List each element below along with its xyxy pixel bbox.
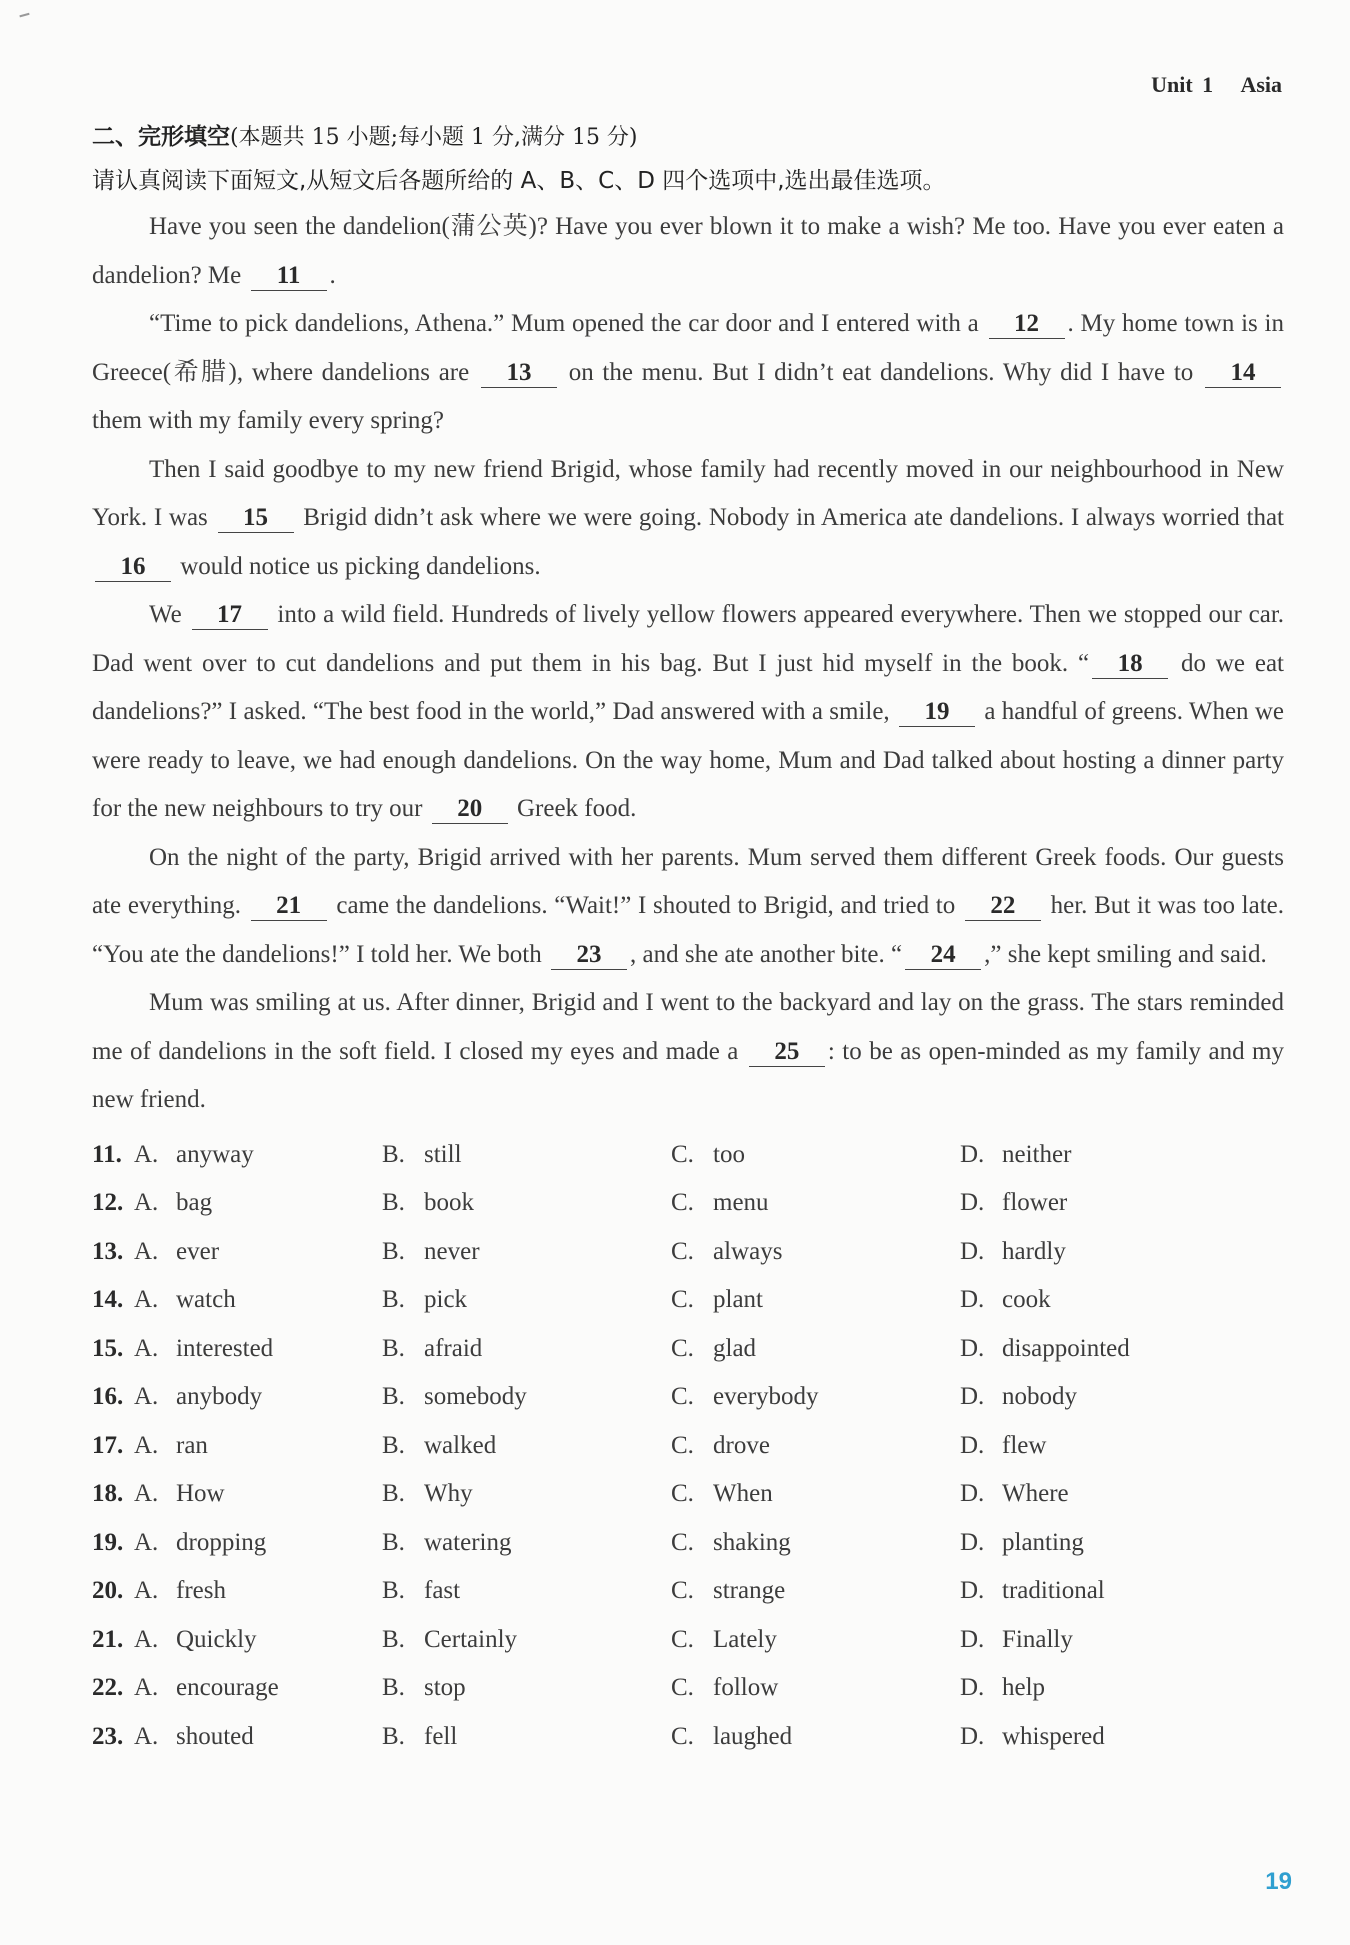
- blank-12: 12: [989, 310, 1065, 339]
- option-text: fresh: [176, 1577, 226, 1605]
- option-a: [134, 1335, 382, 1363]
- option-letter: D.: [960, 1431, 985, 1459]
- question-row: [92, 1567, 1284, 1616]
- option-letter: C.: [671, 1286, 694, 1314]
- option-a: [134, 1529, 382, 1557]
- option-d: [960, 1577, 1240, 1605]
- option-text: planting: [1002, 1528, 1084, 1556]
- question-row: [92, 1664, 1284, 1713]
- option-letter: D.: [960, 1383, 985, 1411]
- text: into a wild field. Hundreds of lively yellow flowers appeared everywhere. Then we stopped our car. Dad went over to cut dandelions and put them in his bag. But I just hid myself in the book. “: [92, 601, 1285, 677]
- blank-22: 22: [965, 892, 1041, 921]
- header-title: Asia: [1240, 72, 1282, 97]
- section-title-text: 二、完形填空: [92, 124, 230, 150]
- option-b: [382, 1383, 671, 1411]
- option-text: interested: [176, 1334, 274, 1362]
- option-letter: A.: [134, 1577, 159, 1605]
- option-d: [960, 1723, 1240, 1751]
- text: her. But it was too late. “You ate the dandelions!” I told her. We both: [92, 892, 1284, 968]
- option-text: nobody: [1002, 1383, 1077, 1411]
- option-c: [671, 1189, 960, 1217]
- option-letter: D.: [960, 1334, 985, 1362]
- option-text: too: [713, 1140, 745, 1168]
- option-letter: A.: [134, 1674, 159, 1702]
- option-a: [134, 1383, 382, 1411]
- option-c: [671, 1480, 960, 1508]
- option-text: laughed: [713, 1722, 793, 1750]
- text: , and she ate another bite. “: [630, 940, 903, 968]
- option-text: always: [713, 1237, 783, 1265]
- blank-21: 21: [251, 892, 327, 921]
- option-letter: B.: [382, 1237, 405, 1265]
- header-unit: Unit 1: [1151, 72, 1214, 97]
- option-letter: A.: [134, 1431, 159, 1459]
- option-c: [671, 1432, 960, 1460]
- option-text: drove: [713, 1431, 770, 1459]
- option-letter: B.: [382, 1140, 405, 1168]
- blank-17: 17: [192, 601, 268, 630]
- option-letter: D.: [960, 1674, 985, 1702]
- option-a: [134, 1480, 382, 1508]
- option-text: watch: [176, 1286, 236, 1314]
- text: Have you seen the dandelion(蒲公英)? Have you ever blown it to make a wish? Me too. Have you ever eaten a dandelion? Me: [92, 213, 1284, 289]
- option-b: [382, 1723, 671, 1751]
- question-row: [92, 1422, 1284, 1471]
- option-text: cook: [1002, 1286, 1051, 1314]
- option-b: [382, 1141, 671, 1169]
- option-text: whispered: [1002, 1722, 1105, 1750]
- text: Then I said goodbye to my new friend Brigid, whose family had recently moved in our neighbourhood in New York. I was: [92, 455, 1284, 531]
- text: On the night of the party, Brigid arrived with her parents. Mum served them different Greek foods. Our guests ate everything.: [92, 843, 1284, 919]
- passage: [92, 203, 1284, 1125]
- option-letter: C.: [671, 1237, 694, 1265]
- option-c: [671, 1238, 960, 1266]
- option-letter: B.: [382, 1722, 405, 1750]
- option-d: [960, 1529, 1240, 1557]
- option-letter: A.: [134, 1625, 159, 1653]
- option-text: dropping: [176, 1528, 267, 1556]
- option-text: encourage: [176, 1674, 279, 1702]
- option-c: [671, 1674, 960, 1702]
- option-b: [382, 1335, 671, 1363]
- option-letter: A.: [134, 1383, 159, 1411]
- option-letter: C.: [671, 1189, 694, 1217]
- option-text: traditional: [1002, 1577, 1105, 1605]
- option-letter: A.: [134, 1528, 159, 1556]
- option-text: neither: [1002, 1140, 1072, 1168]
- paragraph-6: [92, 979, 1284, 1125]
- option-d: [960, 1432, 1240, 1460]
- question-row: [92, 1179, 1284, 1228]
- paragraph-2: [92, 300, 1284, 446]
- question-row: [92, 1616, 1284, 1665]
- option-c: [671, 1335, 960, 1363]
- option-d: [960, 1335, 1240, 1363]
- option-text: Certainly: [424, 1625, 518, 1653]
- option-a: [134, 1577, 382, 1605]
- option-text: plant: [713, 1286, 763, 1314]
- blank-23: 23: [551, 941, 627, 970]
- blank-19: 19: [899, 698, 975, 727]
- option-letter: C.: [671, 1625, 694, 1653]
- option-letter: B.: [382, 1528, 405, 1556]
- option-d: [960, 1626, 1240, 1654]
- option-letter: C.: [671, 1480, 694, 1508]
- option-letter: D.: [960, 1189, 985, 1217]
- question-number: 16.: [92, 1383, 124, 1411]
- text: We: [149, 601, 182, 628]
- option-c: [671, 1626, 960, 1654]
- option-letter: C.: [671, 1334, 694, 1362]
- option-a: [134, 1674, 382, 1702]
- option-text: Lately: [713, 1625, 777, 1653]
- text: Brigid didn’t ask where we were going. Nobody in America ate dandelions. I always worried that: [303, 504, 1285, 531]
- paragraph-3: [92, 446, 1284, 592]
- question-row: [92, 1131, 1284, 1180]
- option-d: [960, 1480, 1240, 1508]
- question-number: 17.: [92, 1431, 124, 1459]
- question-number: 11.: [92, 1140, 122, 1168]
- option-c: [671, 1529, 960, 1557]
- content: [92, 118, 1284, 1761]
- option-letter: B.: [382, 1577, 405, 1605]
- option-text: menu: [713, 1189, 769, 1217]
- question-row: [92, 1470, 1284, 1519]
- option-text: glad: [713, 1334, 757, 1362]
- option-text: Why: [424, 1480, 473, 1508]
- text: do we eat dandelions?” I asked. “The best food in the world,” Dad answered with a smile,: [92, 649, 1284, 725]
- option-letter: B.: [382, 1431, 405, 1459]
- option-text: Finally: [1002, 1625, 1073, 1653]
- option-letter: B.: [382, 1480, 405, 1508]
- section-instruction: 请认真阅读下面短文,从短文后各题所给的 A、B、C、D 四个选项中,选出最佳选项。: [92, 168, 946, 194]
- option-letter: B.: [382, 1674, 405, 1702]
- option-letter: D.: [960, 1722, 985, 1750]
- text: .: [329, 261, 336, 289]
- option-text: somebody: [424, 1383, 527, 1411]
- option-a: [134, 1723, 382, 1751]
- question-number: 13.: [92, 1237, 124, 1265]
- question-number: 20.: [92, 1577, 124, 1605]
- option-text: shouted: [176, 1722, 254, 1750]
- text: Mum was smiling at us. After dinner, Brigid and I went to the backyard and lay on the grass. The stars reminded me of dandelions in the soft field. I closed my eyes and made a: [92, 989, 1284, 1065]
- page-header: [1151, 72, 1282, 98]
- option-d: [960, 1189, 1240, 1217]
- option-letter: C.: [671, 1722, 694, 1750]
- option-text: fast: [424, 1577, 461, 1605]
- option-text: How: [176, 1480, 225, 1508]
- paragraph-1: [92, 203, 1284, 300]
- text: on the menu. But I didn’t eat dandelions. Why did I have to: [568, 358, 1194, 386]
- option-text: hardly: [1002, 1237, 1066, 1265]
- option-letter: A.: [134, 1140, 159, 1168]
- option-a: [134, 1189, 382, 1217]
- blank-13: 13: [481, 359, 557, 388]
- question-number: 22.: [92, 1674, 124, 1702]
- paragraph-4: [92, 591, 1284, 834]
- question-number: 18.: [92, 1480, 124, 1508]
- text: : to be as open-minded as my family and my new friend.: [92, 1037, 1285, 1113]
- option-c: [671, 1383, 960, 1411]
- option-text: Where: [1002, 1480, 1069, 1508]
- option-letter: D.: [960, 1286, 985, 1314]
- question-row: [92, 1519, 1284, 1568]
- text: ,” she kept smiling and said.: [984, 940, 1267, 968]
- option-text: disappointed: [1002, 1334, 1130, 1362]
- options-list: [92, 1131, 1284, 1762]
- question-row: [92, 1228, 1284, 1277]
- blank-16: 16: [95, 553, 171, 582]
- option-letter: D.: [960, 1140, 985, 1168]
- option-a: [134, 1286, 382, 1314]
- option-letter: B.: [382, 1625, 405, 1653]
- option-letter: C.: [671, 1140, 694, 1168]
- blank-18: 18: [1092, 650, 1168, 679]
- text: a handful of greens. When we were ready to leave, we had enough dandelions. On the way home, Mum and Dad talked about hosting a dinner party for the new neighbours to try our: [92, 698, 1285, 822]
- option-text: anyway: [176, 1140, 254, 1168]
- option-letter: C.: [671, 1577, 694, 1605]
- option-d: [960, 1286, 1240, 1314]
- question-number: 12.: [92, 1189, 124, 1217]
- option-b: [382, 1577, 671, 1605]
- blank-24: 24: [905, 941, 981, 970]
- option-b: [382, 1480, 671, 1508]
- option-letter: B.: [382, 1383, 405, 1411]
- text: would notice us picking dandelions.: [180, 552, 541, 580]
- option-letter: B.: [382, 1189, 405, 1217]
- option-text: walked: [424, 1431, 497, 1459]
- option-letter: B.: [382, 1286, 405, 1314]
- option-letter: A.: [134, 1286, 159, 1314]
- option-text: stop: [424, 1674, 466, 1702]
- option-text: still: [424, 1140, 462, 1168]
- option-c: [671, 1286, 960, 1314]
- option-text: flower: [1002, 1189, 1068, 1217]
- option-b: [382, 1189, 671, 1217]
- option-letter: D.: [960, 1528, 985, 1556]
- blank-14: 14: [1205, 359, 1281, 388]
- option-a: [134, 1238, 382, 1266]
- option-text: follow: [713, 1674, 779, 1702]
- page-number: 19: [1265, 1868, 1292, 1895]
- blank-20: 20: [432, 795, 508, 824]
- option-b: [382, 1286, 671, 1314]
- option-b: [382, 1432, 671, 1460]
- option-text: fell: [424, 1722, 458, 1750]
- option-text: book: [424, 1189, 474, 1217]
- option-letter: A.: [134, 1480, 159, 1508]
- option-c: [671, 1723, 960, 1751]
- option-text: ran: [176, 1431, 208, 1459]
- option-d: [960, 1383, 1240, 1411]
- option-letter: C.: [671, 1528, 694, 1556]
- option-letter: C.: [671, 1674, 694, 1702]
- text: them with my family every spring?: [92, 407, 445, 434]
- option-letter: B.: [382, 1334, 405, 1362]
- option-d: [960, 1238, 1240, 1266]
- question-row: [92, 1276, 1284, 1325]
- option-text: never: [424, 1237, 480, 1265]
- option-c: [671, 1141, 960, 1169]
- option-b: [382, 1674, 671, 1702]
- option-text: strange: [713, 1577, 786, 1605]
- option-text: Quickly: [176, 1625, 257, 1653]
- question-row: [92, 1713, 1284, 1762]
- option-text: everybody: [713, 1383, 819, 1411]
- blank-11: 11: [251, 262, 327, 291]
- option-letter: A.: [134, 1334, 159, 1362]
- option-text: afraid: [424, 1334, 483, 1362]
- text: came the dandelions. “Wait!” I shouted to Brigid, and tried to: [336, 892, 956, 919]
- option-letter: D.: [960, 1625, 985, 1653]
- option-b: [382, 1238, 671, 1266]
- question-number: 21.: [92, 1625, 124, 1653]
- option-text: flew: [1002, 1431, 1047, 1459]
- option-d: [960, 1141, 1240, 1169]
- option-letter: D.: [960, 1577, 985, 1605]
- question-number: 15.: [92, 1334, 124, 1362]
- blank-25: 25: [749, 1038, 825, 1067]
- option-a: [134, 1141, 382, 1169]
- option-text: anybody: [176, 1383, 263, 1411]
- question-row: [92, 1373, 1284, 1422]
- option-text: When: [713, 1480, 773, 1508]
- option-text: ever: [176, 1237, 220, 1265]
- option-c: [671, 1577, 960, 1605]
- option-text: pick: [424, 1286, 468, 1314]
- option-text: help: [1002, 1674, 1046, 1702]
- paragraph-5: [92, 834, 1284, 980]
- option-text: bag: [176, 1189, 213, 1217]
- option-d: [960, 1674, 1240, 1702]
- option-letter: D.: [960, 1480, 985, 1508]
- option-a: [134, 1432, 382, 1460]
- blank-15: 15: [218, 504, 294, 533]
- option-letter: C.: [671, 1383, 694, 1411]
- text: “Time to pick dandelions, Athena.” Mum opened the car door and I entered with a: [149, 310, 979, 337]
- section-title: [92, 118, 1284, 151]
- option-b: [382, 1626, 671, 1654]
- option-text: shaking: [713, 1528, 791, 1556]
- option-letter: A.: [134, 1722, 159, 1750]
- question-number: 19.: [92, 1528, 124, 1556]
- option-a: [134, 1626, 382, 1654]
- option-letter: A.: [134, 1189, 159, 1217]
- option-letter: D.: [960, 1237, 985, 1265]
- option-letter: C.: [671, 1431, 694, 1459]
- option-letter: A.: [134, 1237, 159, 1265]
- text: . My home town is in Greece(希腊), where dandelions are: [92, 310, 1285, 386]
- option-text: watering: [424, 1528, 512, 1556]
- option-b: [382, 1529, 671, 1557]
- section-note: (本题共 15 小题;每小题 1 分,满分 15 分): [230, 125, 638, 150]
- question-number: 14.: [92, 1286, 124, 1314]
- question-row: [92, 1325, 1284, 1374]
- question-number: 23.: [92, 1722, 124, 1750]
- corner-mark: [19, 13, 30, 21]
- text: Greek food.: [516, 795, 637, 822]
